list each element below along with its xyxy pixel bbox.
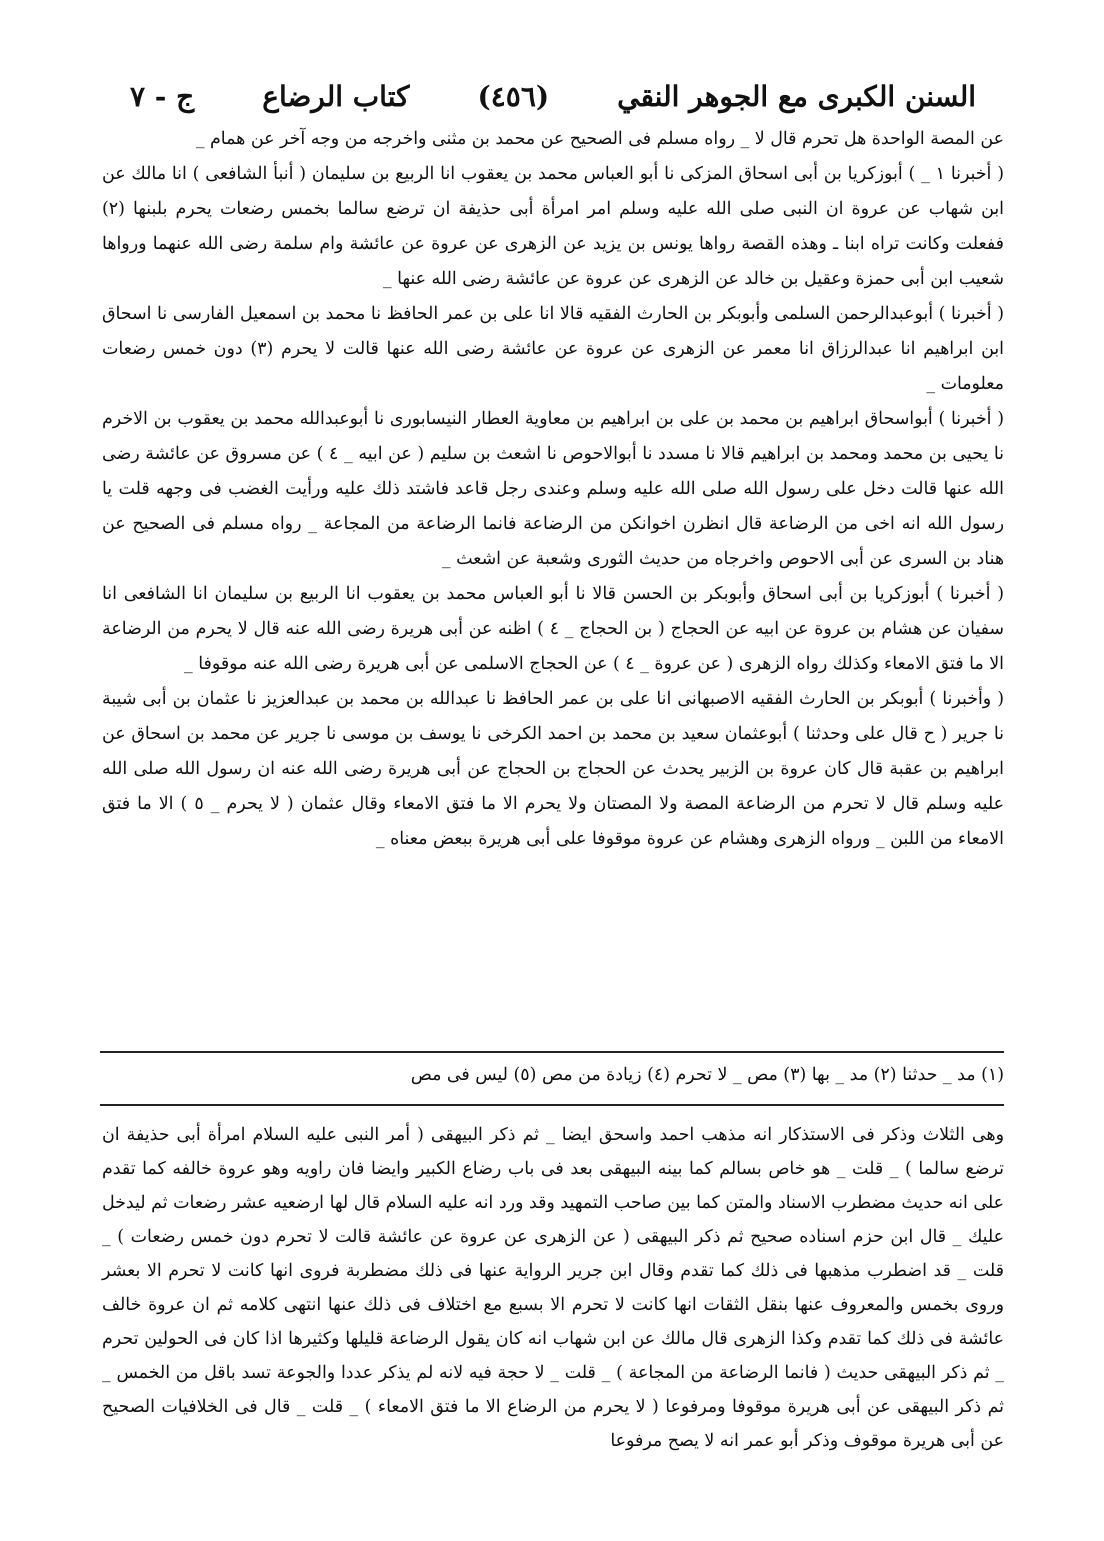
- page-number: (٤٥٦): [477, 79, 550, 113]
- main-paragraph: ( أخبرنا ) أبواسحاق ابراهيم بن محمد بن على بن ابراهيم بن معاوية العطار النيسابورى نا أبوعبدالله محمد بن يعقوب بن الاخرم نا يحيى بن محمد ومحمد بن ابراهيم قالا نا مسدد نا أبوالاحوص نا اشعث بن سليم ( عن ابيه _ ٤ ) عن مسروق عن عائشة رضى الله عنها قالت دخل على رسول الله صلى الله عليه وسلم وعندى رجل قاعد فاشتد ذلك عليه ورأيت الغضب فى وجهه قلت يا رسول الله انه اخى من الرضاعة قال انظرن اخوانكن من الرضاعة فانما الرضاعة من المجاعة _ رواه مسلم فى الصحيح عن هناد بن السرى عن أبى الاحوص واخرجاه من حديث الثورى وشعبة عن اشعث _: [102, 409, 1004, 569]
- chapter-title: كتاب الرضاع: [262, 79, 410, 113]
- main-text: [102, 122, 1004, 857]
- main-paragraph: ( أخبرنا ) أبوعبدالرحمن السلمى وأبوبكر بن الحارث الفقيه قالا انا على بن عمر الحافظ نا محمد بن اسمعيل الفارسى نا اسحاق ابن ابراهيم انا عبدالرزاق انا معمر عن الزهرى عن عروة عن عائشة رضى الله عنها قالت لا يحرم (٣) دون خمس رضعات معلومات _: [102, 304, 1005, 394]
- commentary-text: [102, 1118, 1004, 1458]
- footnote-divider: [100, 1051, 1004, 1053]
- main-paragraph: ( أخبرنا ١ _ ) أبوزكريا بن أبى اسحاق المزكى نا أبو العباس محمد بن يعقوب انا الربيع بن سليمان ( أنبأ الشافعى ) انا مالك عن ابن شهاب عن عروة ان النبى صلى الله عليه وسلم امر امرأة أبى حذيفة ان ترضع سالما بخمس رضعات يحرم بلبنها (٢) ففعلت وكانت تراه ابنا ـ وهذه القصة رواها يونس بن يزيد عن الزهرى عن عروة عن عائشة وام سلمة رضى الله عنهما ورواها شعيب ابن أبى حمزة وعقيل بن خالد عن الزهرى عن عروة عن عائشة رضى الله عنها _: [102, 164, 1004, 289]
- main-paragraph: عن المصة الواحدة هل تحرم قال لا _ رواه مسلم فى الصحيح عن محمد بن مثنى واخرجه من وجه آخر عن همام _: [195, 129, 1004, 149]
- volume-label: ج - ٧: [130, 79, 195, 113]
- commentary-divider: [100, 1104, 1004, 1106]
- main-paragraph: ( أخبرنا ) أبوزكريا بن أبى اسحاق وأبوبكر بن الحسن قالا نا أبو العباس محمد بن يعقوب انا الربيع بن سليمان انا الشافعى انا سفيان عن هشام بن عروة عن ابيه عن الحجاج ( بن الحجاج _ ٤ ) اظنه عن أبى هريرة رضى الله عنه قال لا يحرم من الرضاعة الا ما فتق الامعاء وكذلك رواه الزهرى ( عن عروة _ ٤ ) عن الحجاج الاسلمى عن أبى هريرة رضى الله عنه موقوفا _: [102, 584, 1004, 674]
- book-title: السنن الكبرى مع الجوهر النقي: [617, 79, 976, 113]
- footnotes: (١) مد _ حدثنا (٢) مد _ بها (٣) مص _ لا تحرم (٤) زيادة من مص (٥) ليس فى مص: [410, 1065, 1004, 1085]
- page-header: [130, 76, 976, 116]
- commentary-paragraph: وهى الثلاث وذكر فى الاستذكار انه مذهب احمد واسحق ايضا _ ثم ذكر البيهقى ( أمر النبى عليه السلام امرأة أبى حذيفة ان ترضع سالما ) _ قلت _ هو خاص بسالم كما بينه البيهقى بعد فى باب رضاع الكبير وايضا فان راويه وهو عروة خالفه كما تقدم على انه حديث مضطرب الاسناد والمتن كما بين صاحب التمهيد وقد ورد انه عليه السلام قال لها ارضعيه عشر رضعات ثم ليدخل عليك _ قال ابن حزم اسناده صحيح ثم ذكر البيهقى ( عن الزهرى عن عروة عن عائشة قالت لا تحرم دون خمس رضعات ) _ قلت _ قد اضطرب مذهبها فى ذلك كما تقدم وقال ابن جرير الرواية عنها فى ذلك مضطربة فروى انها كانت لا تحرم الا بعشر وروى بخمس والمعروف عنها بنقل الثقات انها كانت لا تحرم الا بسبع مع اختلاف فى ذلك عنها انتهى كلامه ثم ان عروة خالف عائشة فى ذلك كما تقدم وكذا الزهرى قال مالك عن ابن شهاب انه كان يقول الرضاعة قليلها وكثيرها اذا كان فى الحولين تحرم _ ثم ذكر البيهقى حديث ( فانما الرضاعة من المجاعة ) _ قلت _ لا حجة فيه لانه لم يذكر عددا والجوعة تسد باقل من الخمس _ ثم ذكر البيهقى عن أبى هريرة موقوفا ومرفوعا ( لا يحرم من الرضاع الا ما فتق الامعاء ) _ قلت _ قال فى الخلافيات الصحيح عن أبى هريرة موقوف وذكر أبو عمر انه لا يصح مرفوعا: [102, 1125, 1004, 1451]
- main-paragraph: ( وأخبرنا ) أبوبكر بن الحارث الفقيه الاصبهانى انا على بن عمر الحافظ نا عبدالله بن محمد بن عبدالعزيز نا عثمان بن أبى شيبة نا جرير ( ح قال على وحدثنا ) أبوعثمان سعيد بن محمد بن احمد الكرخى نا يوسف بن موسى نا جرير عن محمد بن اسحاق عن ابراهيم بن عقبة قال كان عروة بن الزبير يحدث عن الحجاج بن الحجاج عن أبى هريرة رضى الله عنه ان رسول الله صلى الله عليه وسلم قال لا تحرم من الرضاعة المصة ولا المصتان ولا يحرم الا ما فتق الامعاء وقال عثمان ( لا يحرم _ ٥ ) الا ما فتق الامعاء من اللبن _ ورواه الزهرى وهشام عن عروة موقوفا على أبى هريرة ببعض معناه _: [102, 689, 1005, 849]
